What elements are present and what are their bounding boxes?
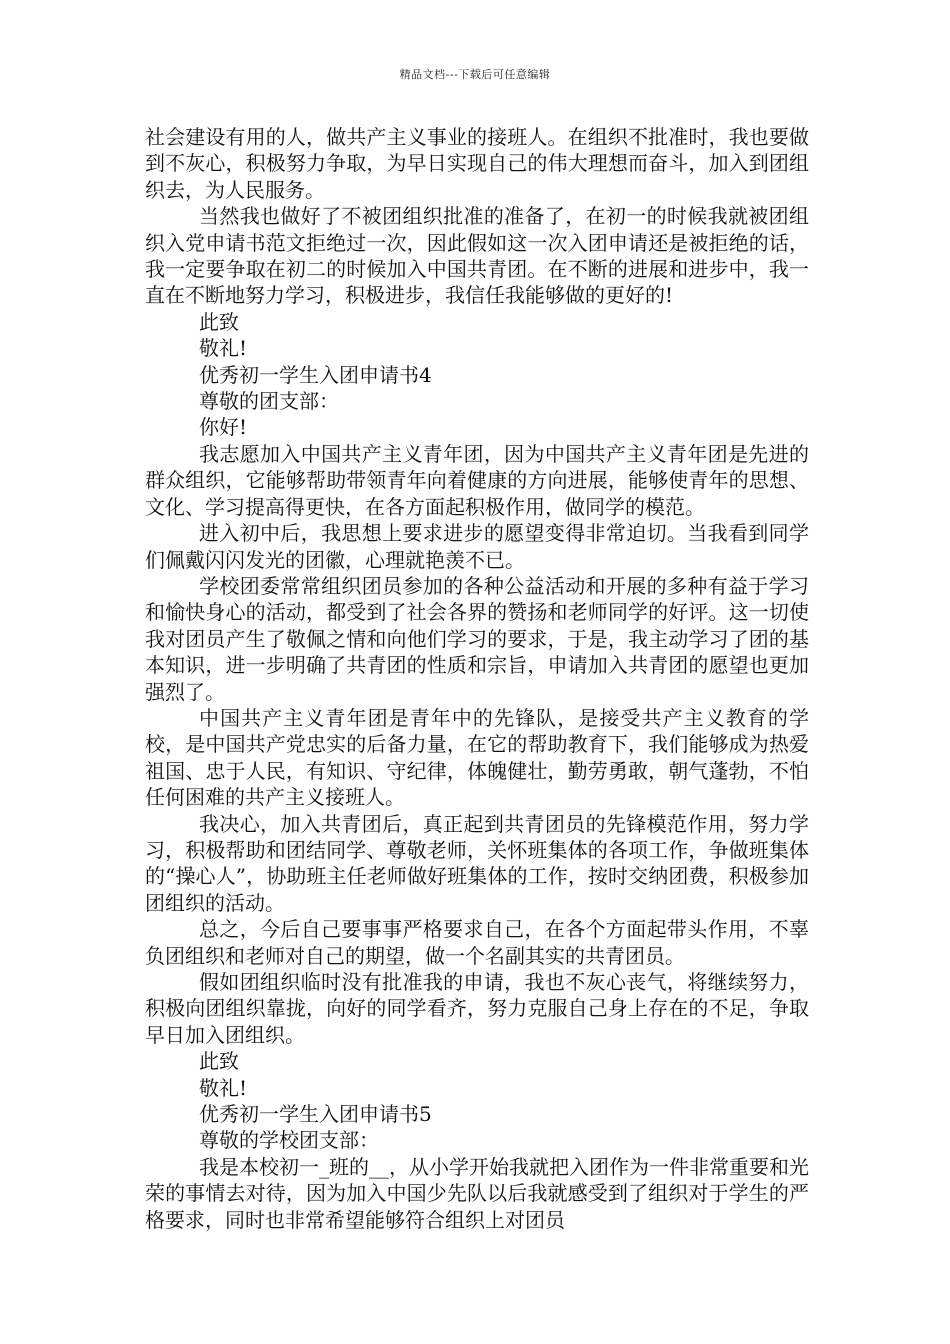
- paragraph: 进入初中后，我思想上要求进步的愿望变得非常迫切。当我看到同学们佩戴闪闪发光的团徽，心理就艳羡不已。: [145, 521, 809, 572]
- greeting: 你好!: [199, 415, 248, 440]
- section-title: 优秀初一学生入团申请书4: [199, 362, 432, 387]
- page-header: 精品文档---下载后可任意编辑: [399, 68, 551, 81]
- closing-regards: 敬礼!: [199, 1075, 248, 1100]
- greeting: 尊敬的学校团支部：: [199, 1128, 379, 1153]
- paragraph: 学校团委常常组织团员参加的各种公益活动和开展的多种有益于学习和愉快身心的活动，都受到了社会各界的赞扬和老师同学的好评。这一切使我对团员产生了敬佩之情和向他们学习的要求，于是，我主动学习了团的基本知识，进一步明确了共青团的性质和宗旨，申请加入共青团的愿望也更加强烈了。: [145, 573, 809, 704]
- greeting: 尊敬的团支部：: [199, 389, 339, 414]
- closing-salutation: 此致: [199, 309, 239, 334]
- paragraph: 我志愿加入中国共产主义青年团，因为中国共产主义青年团是先进的群众组织，它能够帮助带领青年向着健康的方向进展，能够使青年的思想、文化、学习提高得更快，在各方面起积极作用，做同学的模范。: [145, 441, 809, 519]
- closing-salutation: 此致: [199, 1049, 239, 1074]
- paragraph: 我决心，加入共青团后，真正起到共青团员的先锋模范作用，努力学习，积极帮助和团结同学、尊敬老师，关怀班集体的各项工作，争做班集体的“操心人”，协助班主任老师做好班集体的工作，按时交纳团费，积极参加团组织的活动。: [145, 811, 809, 915]
- section-title: 优秀初一学生入团申请书5: [199, 1102, 432, 1127]
- closing-regards: 敬礼!: [199, 336, 248, 361]
- document-body: [145, 124, 809, 1233]
- paragraph: 中国共产主义青年团是青年中的先锋队，是接受共产主义教育的学校，是中国共产党忠实的后备力量，在它的帮助教育下，我们能够成为热爱祖国、忠于人民，有知识、守纪律，体魄健壮，勤劳勇敢，朝气蓬勃，不怕任何困难的共产主义接班人。: [145, 705, 809, 810]
- paragraph: 社会建设有用的人，做共产主义事业的接班人。在组织不批准时，我也要做到不灰心，积极努力争取，为早日实现自己的伟大理想而奋斗，加入到团组织去，为人民服务。: [145, 125, 809, 202]
- paragraph: 假如团组织临时没有批准我的申请，我也不灰心丧气，将继续努力，积极向团组织靠拢，向好的同学看齐，努力克服自己身上存在的不足，争取早日加入团组织。: [145, 970, 809, 1047]
- paragraph: 我是本校初一_班的__，从小学开始我就把入团作为一件非常重要和光荣的事情去对待，因为加入中国少先队以后我就感受到了组织对于学生的严格要求，同时也非常希望能够符合组织上对团员: [145, 1154, 809, 1232]
- paragraph: 当然我也做好了不被团组织批准的准备了，在初一的时候我就被团组织入党申请书范文拒绝过一次，因此假如这一次入团申请还是被拒绝的话，我一定要争取在初二的时候加入中国共青团。在不断的进展和进步中，我一直在不断地努力学习，积极进步，我信任我能够做的更好的!: [145, 204, 809, 308]
- paragraph: 总之，今后自己要事事严格要求自己，在各个方面起带头作用，不辜负团组织和老师对自己的期望，做一个名副其实的共青团员。: [145, 917, 809, 968]
